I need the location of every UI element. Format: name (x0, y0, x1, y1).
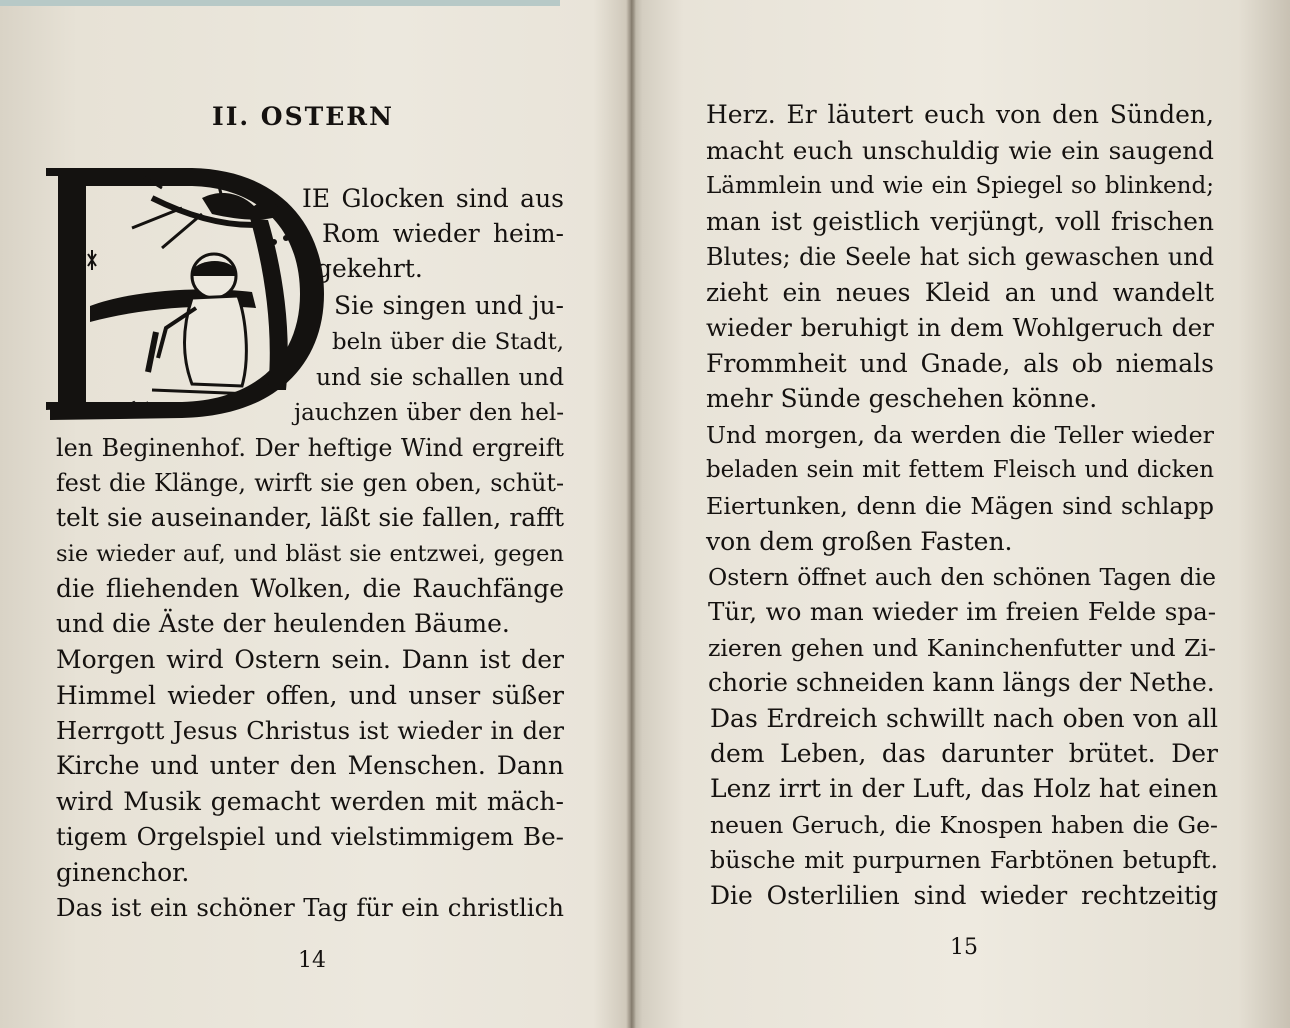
text-line: Das Erdreich schwillt nach oben von all (710, 704, 1218, 733)
text-line: beln über die Stadt, (332, 329, 564, 355)
text-line: Tür, wo man wieder im freien Felde spa- (708, 597, 1216, 626)
text-line: Herrgott Jesus Christus ist wieder in der (56, 716, 564, 745)
text-line: Und morgen, da werden die Teller wieder (706, 421, 1214, 449)
text-line: Ostern öffnet auch den schönen Tagen die (708, 563, 1216, 591)
text-line: und sie schallen und (316, 363, 564, 391)
chapter-heading: II. OSTERN (212, 102, 394, 131)
text-line: man ist geistlich verjüngt, voll frischen (706, 207, 1214, 236)
text-line: IE Glocken sind aus (302, 184, 564, 213)
text-line: gekehrt. (316, 254, 423, 283)
text-line: wird Musik gemacht werden mit mäch- (56, 787, 564, 816)
text-line: wieder beruhigt in dem Wohlgeruch der (706, 313, 1214, 342)
text-line: Kirche und unter den Menschen. Dann (56, 751, 564, 780)
text-line: Eiertunken, denn die Mägen sind schlapp (706, 492, 1214, 520)
text-line: Herz. Er läutert euch von den Sünden, (706, 100, 1214, 129)
text-line: chorie schneiden kann längs der Nethe. (708, 668, 1215, 697)
text-line: Morgen wird Ostern sein. Dann ist der (56, 645, 564, 674)
text-line: macht euch unschuldig wie ein saugend (706, 136, 1214, 165)
drop-cap-illustration (42, 158, 324, 426)
text-line: ginenchor. (56, 858, 190, 887)
text-line: von dem großen Fasten. (706, 527, 1013, 556)
drop-cap-d-icon (42, 158, 324, 426)
page-number: 14 (298, 948, 326, 973)
text-line: und die Äste der heulenden Bäume. (56, 609, 510, 638)
text-line: Das ist ein schöner Tag für ein christlich (56, 893, 564, 922)
text-line: Frommheit und Gnade, als ob niemals (706, 349, 1214, 378)
text-line: telt sie auseinander, läßt sie fallen, rafft (56, 503, 564, 532)
text-line: dem Leben, das darunter brütet. Der (710, 739, 1218, 768)
text-line: Die Osterlilien sind wieder rechtzeitig (710, 881, 1218, 910)
page-number: 15 (950, 935, 978, 960)
text-line: mehr Sünde geschehen könne. (706, 384, 1098, 413)
text-line: len Beginenhof. Der heftige Wind ergreift (56, 434, 564, 462)
text-line: Rom wieder heim- (322, 219, 564, 248)
text-line: tigem Orgelspiel und vielstimmigem Be- (56, 822, 564, 851)
text-line: Lämmlein und wie ein Spiegel so blinkend; (706, 173, 1214, 199)
text-line: zieren gehen und Kaninchenfutter und Zi- (708, 634, 1216, 662)
text-line: die fliehenden Wolken, die Rauchfänge (56, 574, 564, 603)
text-line: fest die Klänge, wirft sie gen oben, schüt- (56, 469, 564, 497)
text-line: beladen sein mit fettem Fleisch und dicken (706, 457, 1214, 483)
text-line: neuen Geruch, die Knospen haben die Ge- (710, 811, 1218, 839)
left-page (0, 0, 632, 1028)
text-line: jauchzen über den hel- (294, 400, 564, 426)
right-page (634, 0, 1290, 1028)
text-line: sie wieder auf, und bläst sie entzwei, gegen (56, 541, 564, 567)
text-line: Blutes; die Seele hat sich gewaschen und (706, 243, 1214, 271)
text-line: zieht ein neues Kleid an und wandelt (706, 278, 1214, 307)
text-line: Lenz irrt in der Luft, das Holz hat einen (710, 774, 1218, 803)
text-line: Himmel wieder offen, und unser süßer (56, 681, 564, 710)
text-line: büsche mit purpurnen Farbtönen betupft. (710, 846, 1218, 874)
text-line: Sie singen und ju- (334, 291, 564, 320)
